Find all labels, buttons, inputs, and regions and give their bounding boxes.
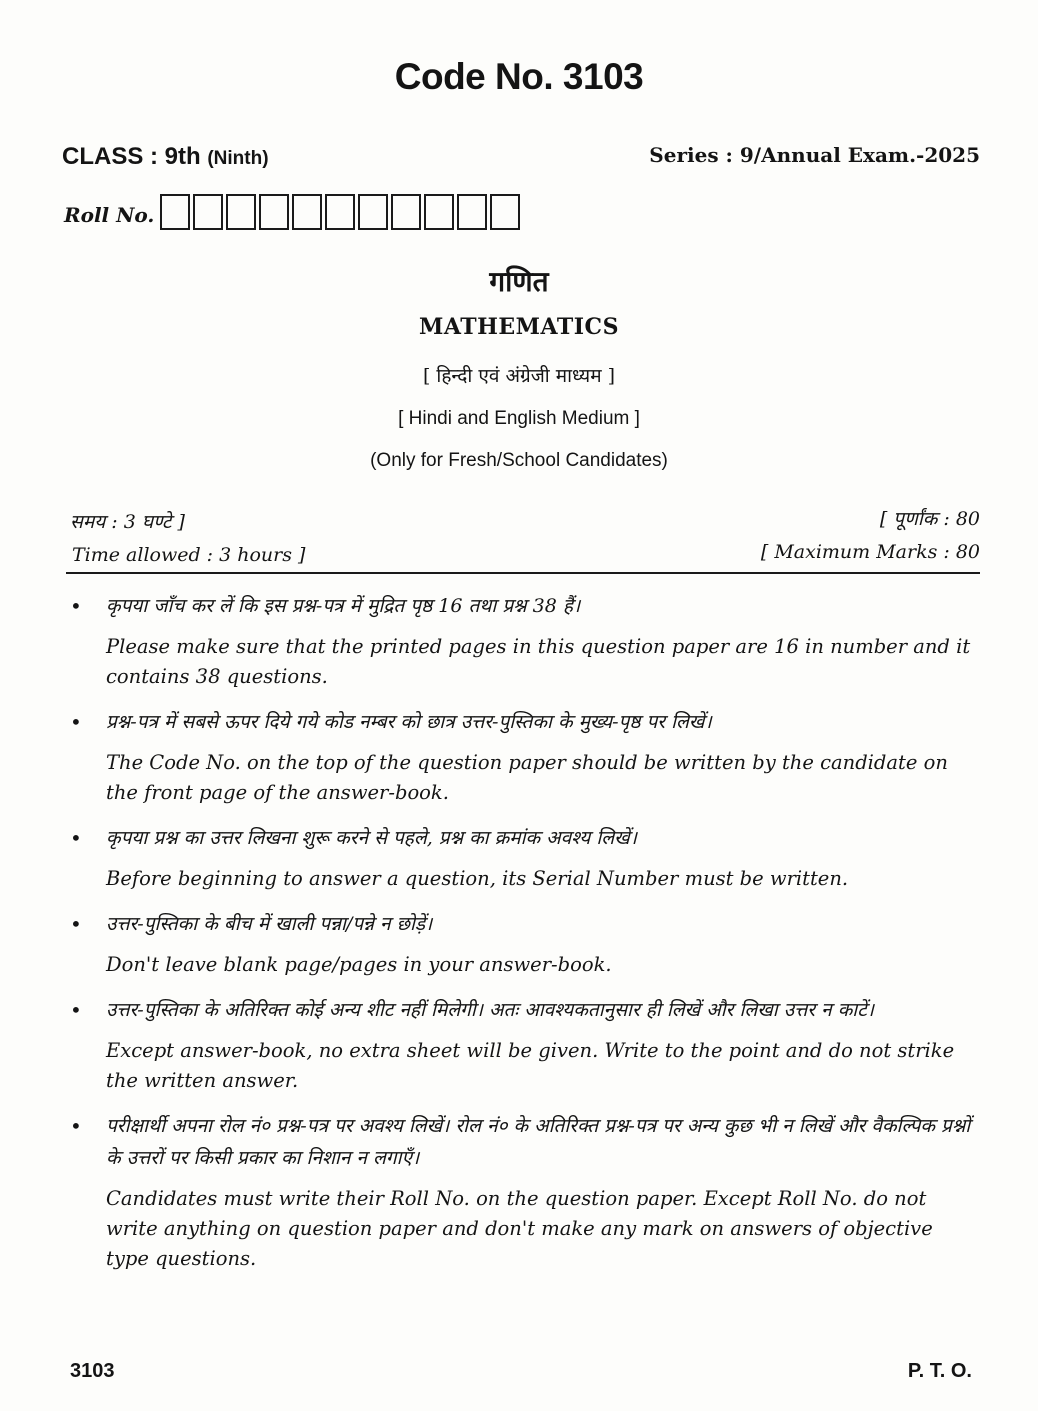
candidate-note: (Only for Fresh/School Candidates) xyxy=(370,450,668,471)
footer-code: 3103 xyxy=(70,1360,115,1382)
bullet-icon: • xyxy=(70,998,82,1022)
subject-hindi: गणित xyxy=(489,265,549,298)
roll-no-box[interactable] xyxy=(391,194,421,230)
instruction-hindi: कृपया प्रश्न का उत्तर लिखना शुरू करने से पहले, प्रश्न का क्रमांक अवश्य लिखें। xyxy=(106,827,637,849)
roll-no-box[interactable] xyxy=(358,194,388,230)
roll-no-box[interactable] xyxy=(292,194,322,230)
maximum-marks: [ Maximum Marks : 80 xyxy=(760,541,980,563)
roll-no-box[interactable] xyxy=(490,194,520,230)
footer-pto: P. T. O. xyxy=(907,1360,972,1382)
instruction-hindi: प्रश्न-पत्र में सबसे ऊपर दिये गये कोड नम्बर को छात्र उत्तर-पुस्तिका के मुख्य-पृष्ठ पर लिखें। xyxy=(106,711,712,733)
roll-no-label: Roll No. xyxy=(64,203,155,227)
roll-no-box[interactable] xyxy=(424,194,454,230)
bullet-icon: • xyxy=(70,710,82,734)
instruction-english: Don't leave blank page/pages in your answer-book. xyxy=(106,953,612,976)
roll-no-box[interactable] xyxy=(160,194,190,230)
subject-title: MATHEMATICS xyxy=(419,314,619,340)
instruction-item xyxy=(66,706,980,808)
instruction-hindi: कृपया जाँच कर लें कि इस प्रश्न-पत्र में मुद्रित पृष्ठ 16 तथा प्रश्न 38 हैं। xyxy=(106,595,581,617)
medium-english: [ Hindi and English Medium ] xyxy=(398,408,640,429)
instruction-hindi: उत्तर-पुस्तिका के अतिरिक्त कोई अन्य शीट नहीं मिलेगी। अतः आवश्यकतानुसार ही लिखें और लिखा उत्तर न काटें। xyxy=(106,999,874,1021)
roll-no-box[interactable] xyxy=(325,194,355,230)
instruction-item xyxy=(66,908,980,980)
roll-no-box[interactable] xyxy=(226,194,256,230)
time-allowed: Time allowed : 3 hours ] xyxy=(72,544,306,566)
instruction-english: Except answer-book, no extra sheet will be given. Write to the point and do not strike the written answer. xyxy=(106,1039,955,1092)
instruction-english: The Code No. on the top of the question paper should be written by the candidate on the front page of the answer-book. xyxy=(106,751,948,804)
medium-hindi: [ हिन्दी एवं अंग्रेजी माध्यम ] xyxy=(422,365,616,387)
roll-no-box[interactable] xyxy=(259,194,289,230)
roll-no-boxes[interactable] xyxy=(160,194,523,230)
bullet-icon: • xyxy=(70,594,82,618)
instruction-english: Candidates must write their Roll No. on the question paper. Except Roll No. do not write anything on question paper and don't make any mark on answers of objective type questions. xyxy=(106,1187,933,1270)
instruction-english: Before beginning to answer a question, its Serial Number must be written. xyxy=(106,867,849,890)
divider xyxy=(66,572,980,574)
series-label: Series : 9/Annual Exam.-2025 xyxy=(649,143,980,167)
class-label xyxy=(62,143,269,171)
class-sub: (Ninth) xyxy=(207,148,269,169)
instruction-hindi: उत्तर-पुस्तिका के बीच में खाली पन्ना/पन्ने न छोड़ें। xyxy=(106,913,433,935)
bullet-icon: • xyxy=(70,826,82,850)
marks-hindi: [ पूर्णांक : 80 xyxy=(879,508,980,530)
instruction-english: Please make sure that the printed pages in this question paper are 16 in number and it contains 38 questions. xyxy=(106,635,971,688)
roll-no-box[interactable] xyxy=(193,194,223,230)
class-value: CLASS : 9th xyxy=(62,143,201,170)
instruction-hindi: परीक्षार्थी अपना रोल नं० प्रश्न-पत्र पर अवश्य लिखें। रोल नं० के अतिरिक्त प्रश्न-पत्र पर अन्य कुछ भी न लिखें और वैकल्पिक प्रश्नों के उत्तरों पर किसी प्रकार का निशान न लगाएँ। xyxy=(106,1115,971,1169)
bullet-icon: • xyxy=(70,1114,82,1138)
instruction-item xyxy=(66,822,980,894)
instruction-item xyxy=(66,994,980,1096)
instruction-item xyxy=(66,1110,980,1274)
code-number-title: Code No. 3103 xyxy=(394,56,644,97)
instruction-item xyxy=(66,590,980,692)
time-hindi: समय : 3 घण्टे ] xyxy=(70,511,185,533)
instructions-list xyxy=(66,590,980,1288)
roll-no-box[interactable] xyxy=(457,194,487,230)
bullet-icon: • xyxy=(70,912,82,936)
